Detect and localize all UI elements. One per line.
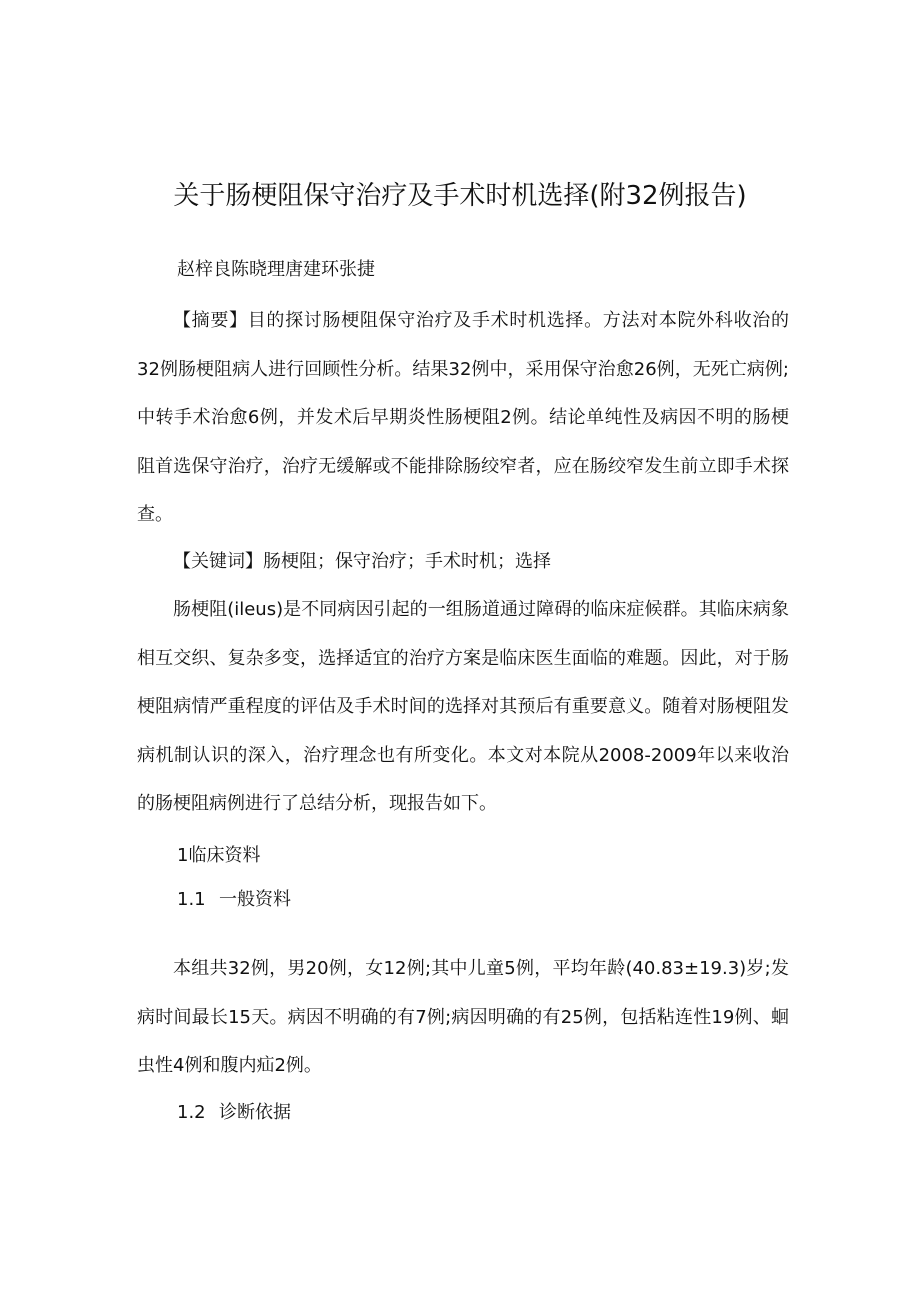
subsection-number: 1.1: [177, 889, 206, 910]
introduction-paragraph: 肠梗阻(ileus)是不同病因引起的一组肠道通过障碍的临床症候群。其临床病象相互交织、复杂多变，选择适宜的治疗方案是临床医生面临的难题。因此，对于肠梗阻病情严重程度的评估及手术时间的选择对其预后有重要意义。随着对肠梗阻发病机制认识的深入，治疗理念也有所变化。本文对本院从2008-2009年以来收治的肠梗阻病例进行了总结分析，现报告如下。: [137, 599, 789, 814]
abstract-paragraph: 【摘要】目的探讨肠梗阻保守治疗及手术时机选择。方法对本院外科收治的32例肠梗阻病人进行回顾性分析。结果32例中，采用保守治愈26例，无死亡病例;中转手术治愈6例，并发术后早期炎性肠梗阻2例。结论单纯性及病因不明的肠梗阻首选保守治疗，治疗无缓解或不能排除肠绞窄者，应在肠绞窄发生前立即手术探查。: [137, 310, 789, 525]
subsection-number: 1.2: [177, 1102, 206, 1123]
subsection-heading-general-data: [177, 886, 291, 914]
general-data-paragraph: 本组共32例，男20例，女12例;其中儿童5例，平均年龄(40.83±19.3)岁;发病时间最长15天。病因不明确的有7例;病因明确的有25例，包括粘连性19例、蛔虫性4例和腹内疝2例。: [137, 958, 789, 1076]
document-title: 关于肠梗阻保守治疗及手术时机选择(附32例报告): [173, 181, 747, 211]
section-heading-clinical-data: 1临床资料: [177, 845, 261, 866]
subsection-label: 诊断依据: [219, 1102, 291, 1123]
subsection-heading-diagnosis-basis: [177, 1099, 291, 1127]
keywords-paragraph: 【关键词】肠梗阻；保守治疗；手术时机；选择: [173, 551, 551, 572]
author-list: 赵梓良陈晓理唐建环张捷: [177, 259, 375, 280]
subsection-label: 一般资料: [219, 889, 291, 910]
